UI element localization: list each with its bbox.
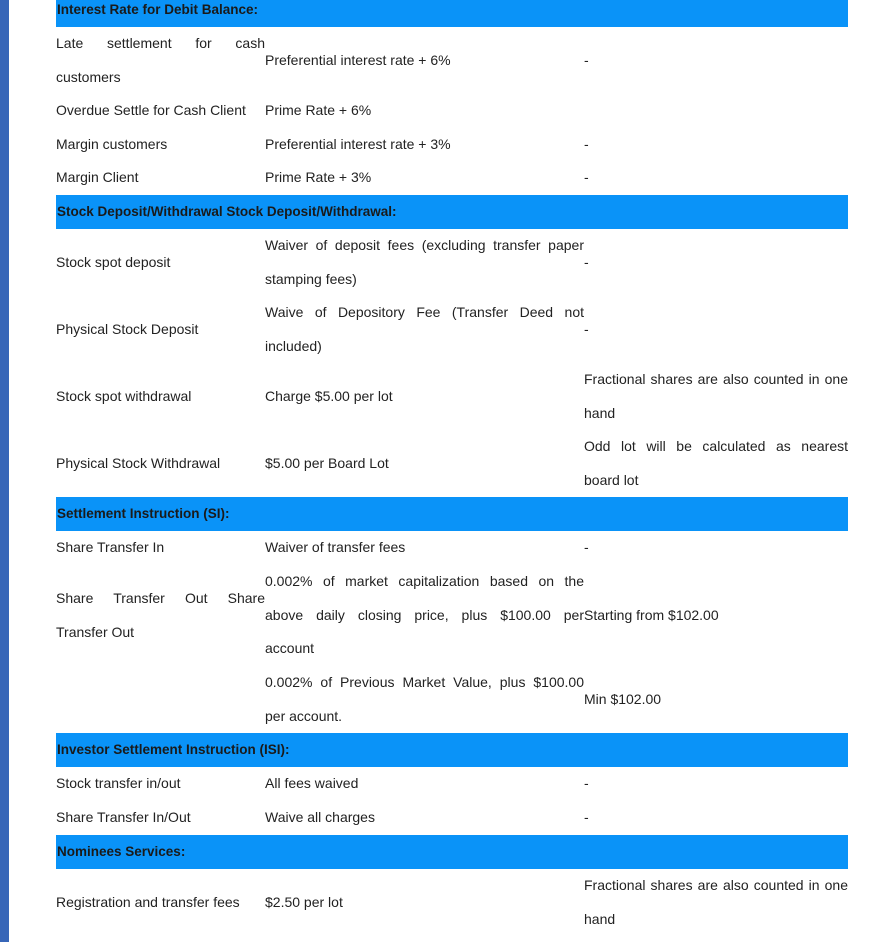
table-row [56, 565, 848, 666]
table-row [56, 229, 848, 296]
table-row [56, 94, 848, 128]
section-header: Nominees Services: [56, 835, 848, 869]
fee-amount-cell: Prime Rate + 6% [265, 102, 372, 119]
fee-remark-cell: Odd lot will be calculated as nearest board lot [584, 437, 848, 488]
section-header: Interest Rate for Debit Balance: [56, 0, 848, 27]
fee-item-cell: Margin Client [56, 169, 139, 186]
fee-item-cell: Stock spot deposit [56, 253, 171, 270]
fee-item-cell: Margin customers [56, 135, 168, 152]
fee-amount-cell: Charge $5.00 per lot [265, 387, 393, 404]
fee-remark-cell: - [584, 809, 589, 826]
fee-remark-cell: - [584, 253, 589, 270]
table-row [56, 128, 848, 161]
fee-item-cell: Physical Stock Deposit [56, 320, 199, 337]
fee-amount-cell: Preferential interest rate + 3% [265, 135, 451, 152]
fee-remark-cell: - [584, 320, 589, 337]
left-accent-bar [0, 0, 9, 942]
table-row [56, 869, 848, 936]
fee-amount-cell: Waiver of transfer fees [265, 539, 406, 556]
fee-amount-cell: Waive of Depository Fee (Transfer Deed not included) [265, 303, 584, 354]
fee-remark-cell: - [584, 51, 589, 68]
table-row [56, 27, 848, 94]
fee-amount-cell: 0.002% of Previous Market Value, plus $100.00 per account. [265, 673, 584, 724]
fee-amount-cell: Waive all charges [265, 809, 375, 826]
fee-remark-cell: Fractional shares are also counted in one hand [584, 370, 848, 421]
fee-amount-cell: 0.002% of market capitalization based on the above daily closing price, plus $100.00 per account [265, 573, 584, 657]
fee-amount-cell: Waiver of deposit fees (excluding transfer paper stamping fees) [265, 236, 584, 287]
table-row [56, 363, 848, 430]
fee-remark-cell: - [584, 775, 589, 792]
table-row [56, 531, 848, 565]
fee-item-cell: Late settlement for cash customers [56, 34, 265, 85]
section-header: Settlement Instruction (SI): [56, 497, 848, 531]
fee-item-cell: Registration and transfer fees [56, 893, 240, 910]
fee-remark-cell: Fractional shares are also counted in one hand [584, 876, 848, 927]
section-header: Stock Deposit/Withdrawal Stock Deposit/Withdrawal: [56, 195, 848, 229]
table-row [56, 666, 848, 733]
fee-amount-cell: $5.00 per Board Lot [265, 454, 389, 471]
fee-remark-cell: Starting from $102.00 [584, 606, 719, 623]
fee-item-cell: Stock spot withdrawal [56, 387, 192, 404]
fee-remark-cell: - [584, 169, 589, 186]
table-row [56, 801, 848, 835]
fee-remark-cell: Min $102.00 [584, 690, 662, 707]
table-row [56, 296, 848, 363]
table-row [56, 161, 848, 195]
fee-amount-cell: Prime Rate + 3% [265, 169, 372, 186]
section-header: Investor Settlement Instruction (ISI): [56, 733, 848, 767]
fee-amount-cell: $2.50 per lot [265, 893, 343, 910]
fee-item-cell: Physical Stock Withdrawal [56, 454, 221, 471]
table-row [56, 767, 848, 801]
fee-item-cell: Share Transfer Out Share Transfer Out [56, 589, 265, 640]
fee-remark-cell: - [584, 539, 589, 556]
fee-amount-cell: Preferential interest rate + 6% [265, 51, 451, 68]
fee-remark-cell: - [584, 135, 589, 152]
table-row [56, 430, 848, 497]
fee-item-cell: Stock transfer in/out [56, 775, 181, 792]
fee-item-cell: Share Transfer In [56, 539, 165, 556]
fee-item-cell: Share Transfer In/Out [56, 809, 191, 826]
fee-amount-cell: All fees waived [265, 775, 359, 792]
fee-schedule-table [56, 0, 848, 936]
fee-item-cell: Overdue Settle for Cash Client [56, 102, 246, 119]
